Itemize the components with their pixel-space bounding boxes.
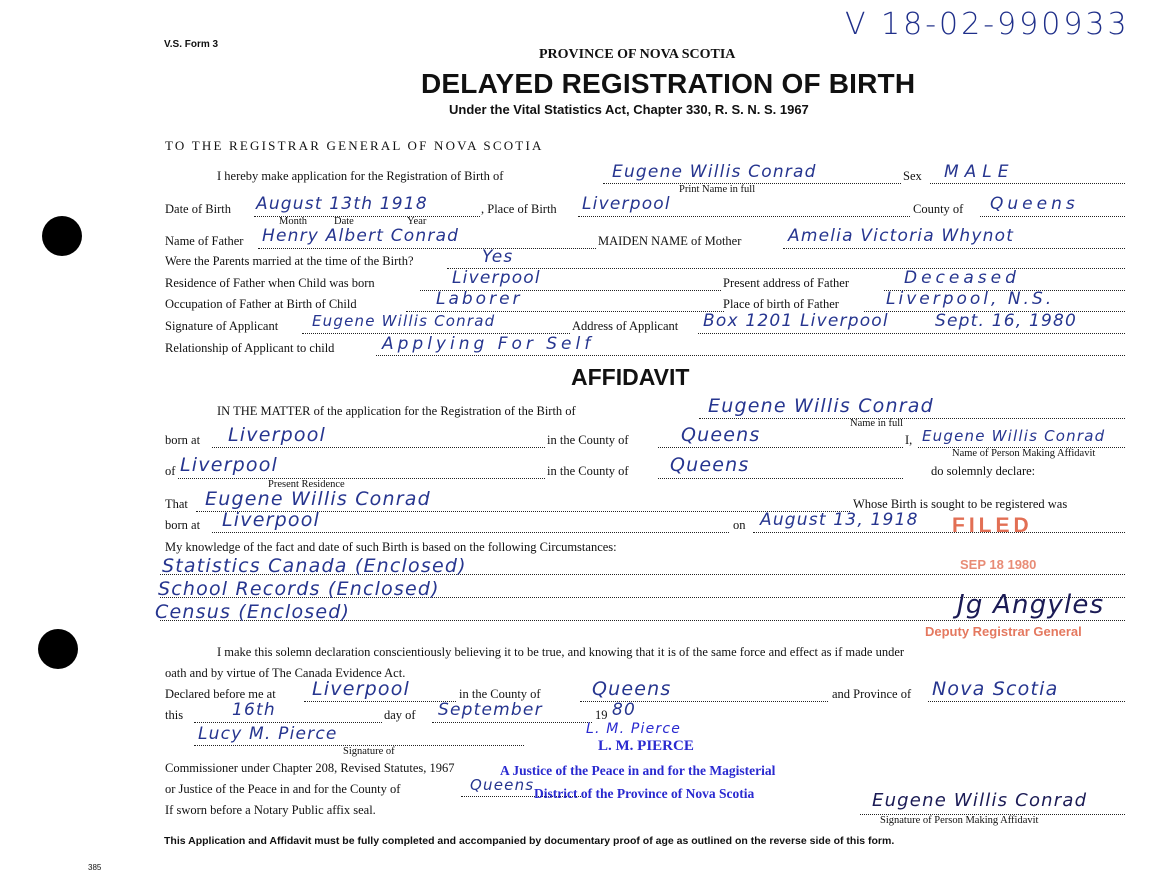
year-value: 80 — [612, 700, 637, 720]
punch-hole-bottom — [38, 629, 78, 669]
footer-note: This Application and Affidavit must be fully completed and accompanied by documentary proof of age as outlined on the reverse side of this form. — [164, 835, 895, 847]
signature-label: Signature of Applicant — [165, 319, 279, 333]
applicant-address-label: Address of Applicant — [572, 319, 679, 333]
father-value: Henry Albert Conrad — [262, 226, 460, 246]
filed-stamp: FILED — [952, 514, 1033, 537]
born-at-value: Liverpool — [228, 424, 326, 446]
present-residence-caption: Present Residence — [268, 479, 345, 490]
dob-value: August 13th 1918 — [256, 194, 428, 214]
father-birthplace-value: Liverpool, N.S. — [886, 289, 1055, 309]
affiant-signature-caption: Signature of Person Making Affidavit — [880, 815, 1039, 826]
province-heading: PROVINCE OF NOVA SCOTIA — [539, 47, 736, 62]
declared-at-value: Liverpool — [312, 678, 410, 700]
signature-value: Eugene Willis Conrad — [312, 312, 496, 330]
circumstance-2: School Records (Enclosed) — [158, 578, 440, 600]
occupation-label: Occupation of Father at Birth of Child — [165, 297, 357, 311]
knowledge-label: My knowledge of the fact and date of such Birth is based on the following Circumstances: — [165, 540, 617, 554]
county-value-3: Queens — [670, 454, 750, 476]
present-address-value: Deceased — [904, 268, 1020, 288]
page-title: DELAYED REGISTRATION OF BIRTH — [421, 68, 916, 99]
addressee: TO THE REGISTRAR GENERAL OF NOVA SCOTIA — [165, 138, 544, 153]
child-name-value: Eugene Willis Conrad — [612, 162, 817, 182]
registrar-title-stamp: Deputy Registrar General — [925, 624, 1082, 639]
jp-stamp-line-1: A Justice of the Peace in and for the Magisterial — [500, 763, 776, 778]
form-code: V.S. Form 3 — [164, 39, 219, 50]
relationship-label: Relationship of Applicant to child — [165, 341, 335, 355]
declared-label: Declared before me at — [165, 687, 276, 701]
day-value: 16th — [232, 700, 276, 720]
solemn-line-1: I make this solemn declaration conscientiously believing it to be true, and knowing that it is of the same force and effect as if made under — [217, 645, 905, 659]
affidavit-heading: AFFIDAVIT — [571, 364, 690, 390]
present-address-label: Present address of Father — [723, 276, 850, 290]
year-prefix: 19 — [595, 708, 608, 722]
circumstance-1: Statistics Canada (Enclosed) — [162, 555, 467, 577]
affiant-signature: Eugene Willis Conrad — [872, 790, 1088, 811]
county-value-2: Queens — [681, 424, 761, 446]
application-intro: I hereby make application for the Registration of Birth of — [217, 169, 504, 183]
that-name-value: Eugene Willis Conrad — [205, 488, 431, 510]
jp-stamp-line-2: District of the Province of Nova Scotia — [534, 786, 755, 801]
county-value-4: Queens — [592, 678, 672, 700]
dob-label: Date of Birth — [165, 202, 231, 216]
residence-label: Residence of Father when Child was born — [165, 276, 375, 290]
county-value: Queens — [990, 194, 1079, 214]
sex-value: MALE — [944, 162, 1015, 182]
affiant-caption: Name of Person Making Affidavit — [952, 448, 1096, 459]
province-label: and Province of — [832, 687, 912, 701]
year-caption: Year — [407, 216, 427, 227]
signature-of-caption: Signature of — [343, 746, 395, 757]
date-signed-value: Sept. 16, 1980 — [935, 311, 1078, 331]
name-in-full-caption: Name in full — [850, 418, 904, 429]
registrar-signature: Jg Angyles — [957, 590, 1105, 620]
i-label: I, — [905, 433, 913, 447]
commissioner-sig-stamp: L. M. Pierce — [586, 721, 682, 737]
place-label: , Place of Birth — [481, 202, 557, 216]
county-label-2: in the County of — [547, 433, 629, 447]
born-at-label-2: born at — [165, 518, 201, 532]
file-number: V 18-02-990933 — [845, 7, 1130, 42]
circumstance-3: Census (Enclosed) — [155, 601, 351, 623]
punch-hole-top — [42, 216, 82, 256]
affidavit-child-name: Eugene Willis Conrad — [708, 395, 934, 417]
province-value: Nova Scotia — [932, 678, 1059, 700]
date-caption: Date — [334, 216, 354, 227]
this-label: this — [165, 708, 184, 722]
born-at-label: born at — [165, 433, 201, 447]
print-name-caption: Print Name in full — [679, 184, 756, 195]
affidavit-intro: IN THE MATTER of the application for the Registration of the Birth of — [217, 404, 576, 418]
subtitle: Under the Vital Statistics Act, Chapter 330, R. S. N. S. 1967 — [449, 102, 809, 117]
affiant-name: Eugene Willis Conrad — [922, 427, 1106, 445]
of-label: of — [165, 464, 176, 478]
solemn-line-2: oath and by virtue of The Canada Evidence Act. — [165, 666, 406, 680]
residence-value-2: Liverpool — [180, 454, 278, 476]
month-caption: Month — [279, 216, 308, 227]
married-label: Were the Parents married at the time of the Birth? — [165, 254, 414, 268]
county-label-3: in the County of — [547, 464, 629, 478]
on-date-value: August 13, 1918 — [760, 510, 919, 530]
sex-label: Sex — [903, 169, 922, 183]
applicant-address-value: Box 1201 Liverpool — [703, 311, 889, 331]
declare-label: do solemnly declare: — [931, 464, 1036, 478]
county-label-4: in the County of — [459, 687, 541, 701]
justice-line: or Justice of the Peace in and for the County of — [165, 782, 401, 796]
mother-value: Amelia Victoria Whynot — [788, 226, 1015, 246]
filed-date-stamp: SEP 18 1980 — [960, 557, 1037, 572]
on-label: on — [733, 518, 746, 532]
born-at-value-2: Liverpool — [222, 509, 320, 531]
mother-label: MAIDEN NAME of Mother — [598, 234, 742, 248]
father-birthplace-label: Place of birth of Father — [723, 297, 839, 311]
notary-line: If sworn before a Notary Public affix seal. — [165, 803, 376, 817]
day-of-label: day of — [384, 708, 416, 722]
residence-value: Liverpool — [452, 268, 541, 288]
county-label: County of — [913, 202, 964, 216]
that-label: That — [165, 497, 188, 511]
commissioner-name-stamp: L. M. PIERCE — [598, 738, 694, 754]
whose-birth-label: Whose Birth is sought to be registered was — [853, 497, 1068, 511]
father-label: Name of Father — [165, 234, 244, 248]
relationship-value: Applying For Self — [382, 334, 595, 354]
commissioner-signature: Lucy M. Pierce — [198, 724, 338, 744]
commissioner-line: Commissioner under Chapter 208, Revised Statutes, 1967 — [165, 761, 455, 775]
occupation-value: Laborer — [436, 289, 523, 309]
footer-code: 385 — [88, 863, 102, 872]
justice-county-value: Queens — [470, 776, 535, 794]
month-value: September — [438, 700, 543, 720]
married-value: Yes — [482, 247, 514, 267]
place-value: Liverpool — [582, 194, 671, 214]
